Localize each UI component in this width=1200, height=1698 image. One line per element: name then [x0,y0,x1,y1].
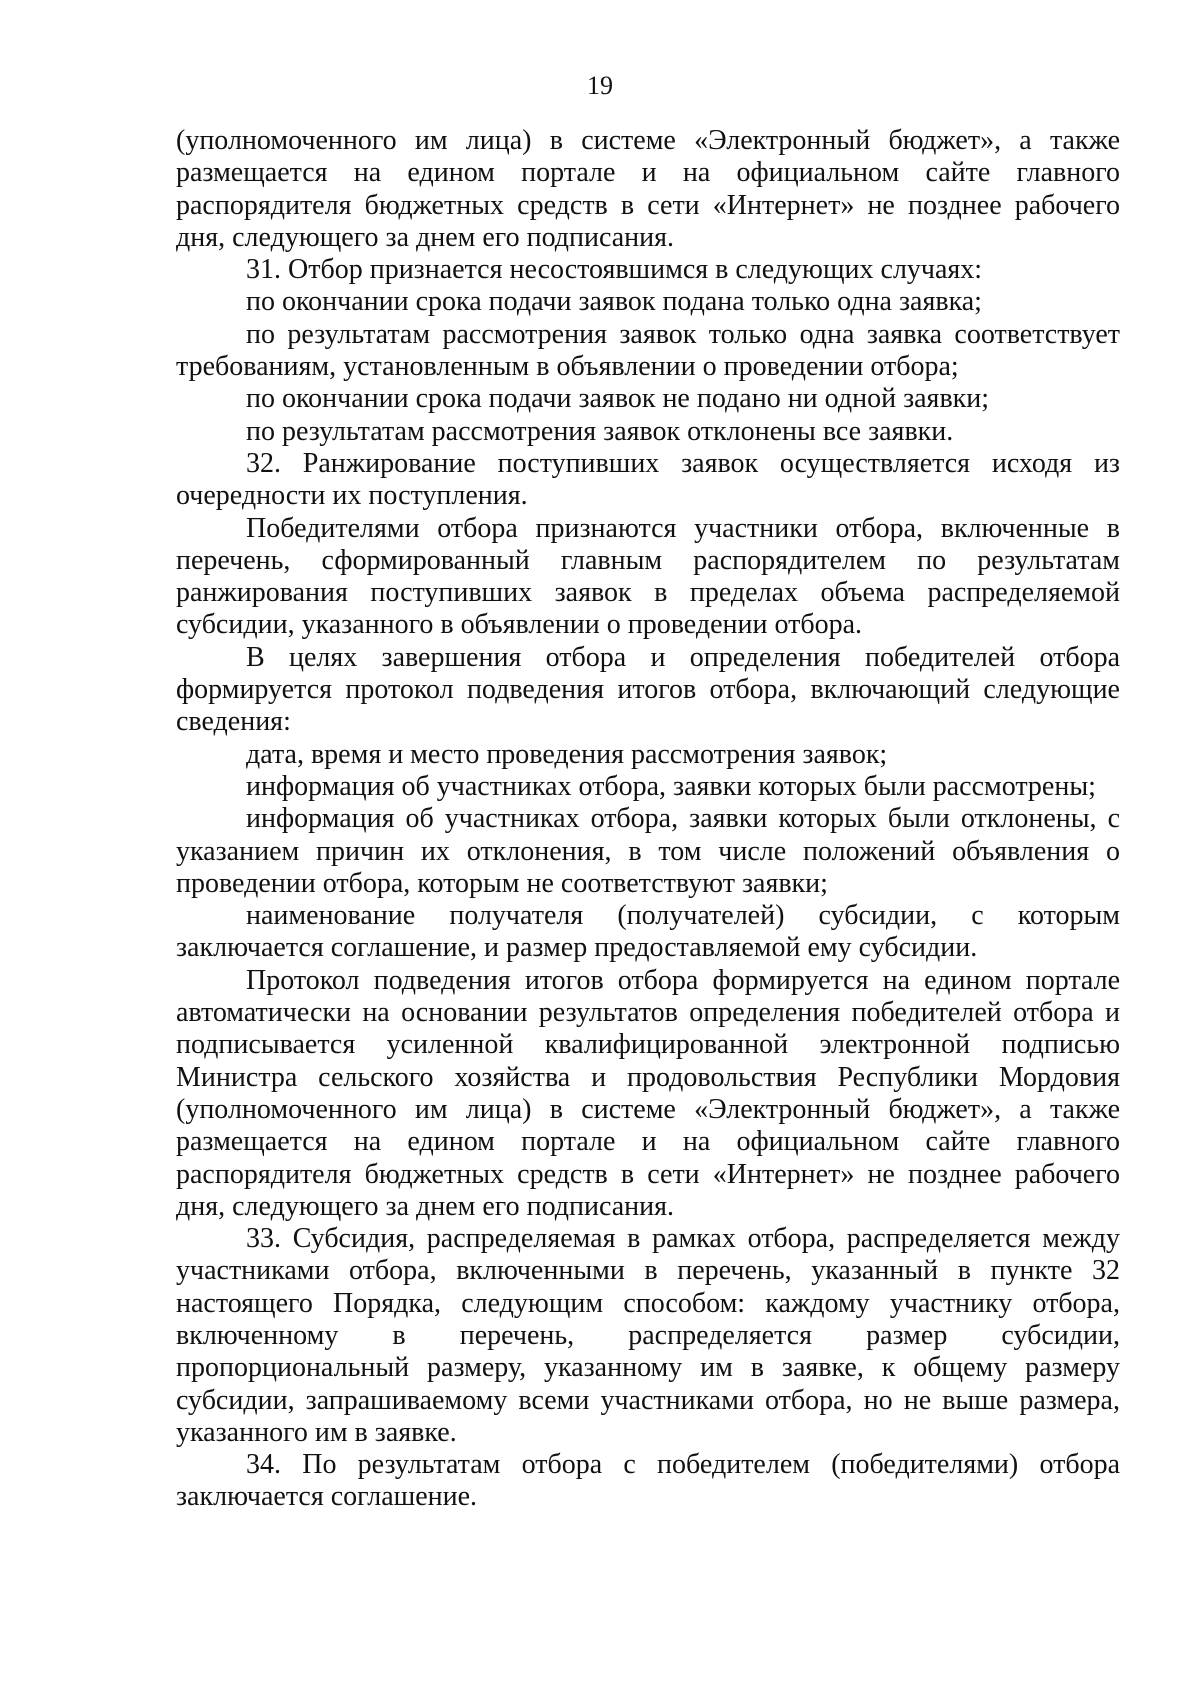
paragraph-protocol-date: дата, время и место проведения рассмотрения заявок; [246,738,888,770]
paragraph-case-one-compliant: по результатам рассмотрения заявок только одна заявка соответствует требованиям, установленным в объявлении о проведении отбора; [176,318,1120,383]
paragraph-protocol-rejected: информация об участниках отбора, заявки которых были отклонены, с указанием причин их отклонения, в том числе положений объявления о проведении отбора, которым не соответствуют заявки; [176,803,1120,899]
paragraph-case-one-application: по окончании срока подачи заявок подана только одна заявка; [246,286,982,318]
paragraph-protocol-formation: Протокол подведения итогов отбора формируется на едином портале автоматически на основании результатов определения победителей отбора и подписывается усиленной квалифицированной электронной подписью Министра сельского хозяйства и продовольствия Республики Мордовия (уполномоченного им лица) в системе «Электронный бюджет», а также размещается на едином портале и на официальном сайте главного распорядителя бюджетных средств в сети «Интернет» не позднее рабочего дня, следующего за днем его подписания. [176,964,1120,1222]
paragraph-item-32: 32. Ранжирование поступивших заявок осуществляется исходя из очередности их поступления. [176,447,1120,512]
paragraph-case-no-applications: по окончании срока подачи заявок не подано ни одной заявки; [246,383,990,415]
paragraph-continuation: (уполномоченного им лица) в системе «Электронный бюджет», а также размещается на едином портале и на официальном сайте главного распорядителя бюджетных средств в сети «Интернет» не позднее рабочего дня, следующего за днем его подписания. [176,125,1120,253]
paragraph-protocol-reviewed: информация об участниках отбора, заявки которых были рассмотрены; [246,770,1096,802]
document-body [176,125,1120,1514]
paragraph-item-31: 31. Отбор признается несостоявшимся в следующих случаях: [246,254,983,286]
paragraph-item-33: 33. Субсидия, распределяемая в рамках отбора, распределяется между участниками отбора, включенными в перечень, указанный в пункте 32 настоящего Порядка, следующим способом: каждому участнику отбора, включенному в перечень, распределяется размер субсидии, пропорциональный размеру, указанному им в заявке, к общему размеру субсидии, запрашиваемому всеми участниками отбора, но не выше размера, указанного им в заявке. [176,1223,1120,1448]
paragraph-protocol-intro: В целях завершения отбора и определения победителей отбора формируется протокол подведения итогов отбора, включающий следующие сведения: [176,641,1120,738]
paragraph-winners: Победителями отбора признаются участники отбора, включенные в перечень, сформированный главным распорядителем по результатам ранжирования поступивших заявок в пределах объема распределяемой субсидии, указанного в объявлении о проведении отбора. [176,512,1120,641]
paragraph-protocol-recipient: наименование получателя (получателей) субсидии, с которым заключается соглашение, и размер предоставляемой ему субсидии. [176,900,1120,964]
paragraph-item-34: 34. По результатам отбора с победителем (победителями) отбора заключается соглашение. [176,1449,1120,1513]
paragraph-case-all-rejected: по результатам рассмотрения заявок отклонены все заявки. [246,415,954,447]
page-number: 19 [587,71,613,100]
